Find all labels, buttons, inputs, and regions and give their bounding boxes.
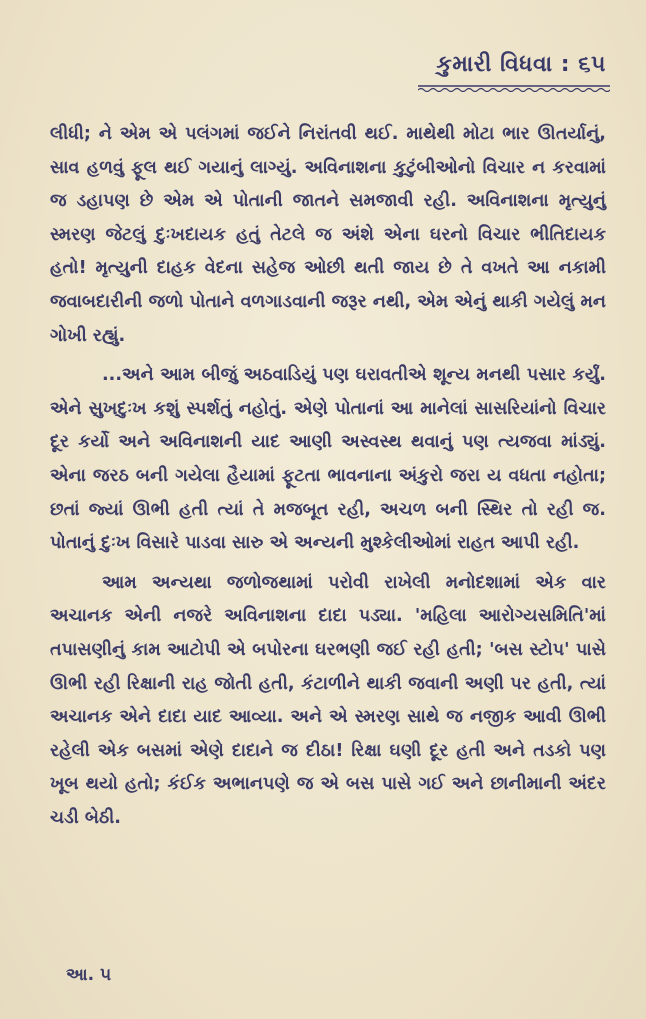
signature-mark: આ. ૫ (66, 965, 112, 985)
paragraph: આમ અન્યથા જળોજથામાં પરોવી રાખેલી મનોદશામાં એક વાર અચાનક એની નજરે અવિનાશના દાદા પડ્યા. 'મહિલા આરોગ્યસમિતિ'માં તપાસણીનું કામ આટોપી એ બપોરના ઘરભણી જઈ રહી હતી; 'બસ સ્ટોપ' પાસે ઊભી રહી રિક્ષાની રાહ જોતી હતી, કંટાળીને થાકી જવાની અણી પર હતી, ત્યાં અચાનક એને દાદા યાદ આવ્યા. અને એ સ્મરણ સાથે જ નજીક આવી ઊભી રહેલી એક બસમાં એણે દાદાને જ દીઠા! રિક્ષા ઘણી દૂર હતી અને તડકો પણ ખૂબ થયો હતો; કંઈક અભાનપણે જ એ બસ પાસે ગઈ અને છાનીમાની અંદર ચડી બેઠી. (50, 572, 606, 828)
running-head: કુમારી વિધવા : ૬૫ (436, 52, 606, 77)
paragraph: ...અને આમ બીજું અઠવાડિયું પણ ઘરાવતીએ શૂન્ય મનથી પસાર કર્યું. એને સુખદુઃખ કશું સ્પર્શતું નહોતું. એણે પોતાનાં આ માનેલાં સાસરિયાંનો વિચાર દૂર કર્યો અને અવિનાશની યાદ આણી અસ્વસ્થ થવાનું પણ ત્યજવા માંડ્યું. એના જરઠ બની ગયેલા હૈયામાં ફૂટતા ભાવનાના અંકુરો જરા ય વધતા નહોતા; છતાં જ્યાં ઊભી હતી ત્યાં તે મજબૂત રહી, અચળ બની સ્થિર તો રહી જ. પોતાનું દુઃખ વિસારે પાડવા સારુ એ અન્યની મુશ્કેલીઓમાં રાહત આપી રહી. (50, 365, 606, 554)
head-rule-ornament (418, 84, 610, 92)
paragraph: લીધી; ને એમ એ પલંગમાં જઈને નિરાંતવી થઈ. માથેથી મોટા ભાર ઊતર્યાનું, સાવ હળવું ફૂલ થઈ ગયાનું લાગ્યું. અવિનાશના કુટુંબીઓનો વિચાર ન કરવામાં જ ડહાપણ છે એમ એ પોતાની જાતને સમજાવી રહી. અવિનાશના મૃત્યુનું સ્મરણ જેટલું દુઃખદાયક હતું તેટલે જ અંશે એના ઘરનો વિચાર ભીતિદાયક હતો! મૃત્યુની દાહક વેદના સહેજ ઓછી થતી જાય છે તે વખતે આ નકામી જવાબદારીની જળો પોતાને વળગાડવાની જરૂર નથી, એમ એનું થાકી ગયેલું મન ગોખી રહ્યું. (50, 124, 606, 346)
body-text (50, 118, 606, 835)
